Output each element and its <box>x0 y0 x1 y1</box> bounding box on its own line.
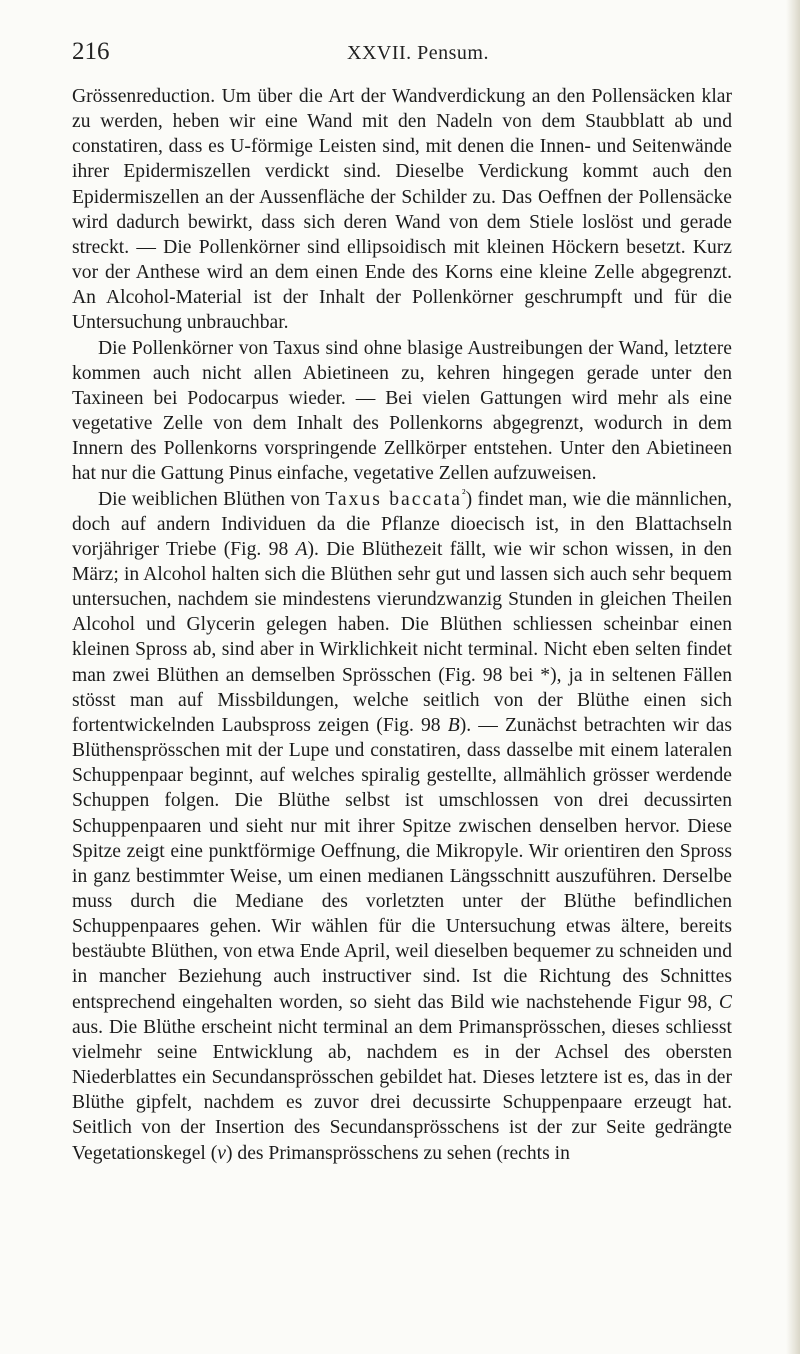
text-segment: Die Pollenkörner von Taxus sind ohne blasige Austreibungen der Wand, letztere kommen auch nicht allen Abietineen zu, kehren hingegen gerade unter den Taxineen bei Podocarpus wieder. — Bei vielen Gattungen wird mehr als eine vegetative Zelle von dem Inhalt des Pollenkorns abgegrenzt, wodurch in dem Innern des Pollenkorns vorspringende Zellkörper entstehen. Unter den Abietineen hat nur die Gattung Pinus einfache, vegetative Zellen aufzuweisen. <box>72 337 732 485</box>
text-segment: v <box>217 1142 226 1164</box>
text-segment: ) des Primansprösschens zu sehen (rechts in <box>225 1142 570 1164</box>
paragraph-2 <box>72 336 732 487</box>
paragraph-1 <box>72 84 732 336</box>
page-number: 216 <box>72 38 110 65</box>
text-segment: Taxus baccata <box>325 488 462 510</box>
text-segment: Grössenreduction. Um über die Art der Wandverdickung an den Pollensäcken klar zu werden, heben wir eine Wand mit den Nadeln von dem Staubblatt ab und constatiren, dass es U-förmige Leisten sind, mit denen die Innen- und Seitenwände ihrer Epidermiszellen verdickt sind. Dieselbe Verdickung kommt auch den Epidermiszellen an der Aussenfläche der Schilder zu. Das Oeffnen der Pollensäcke wird dadurch bewirkt, dass sich deren Wand von dem Stiele loslöst und gerade streckt. — Die Pollenkörner sind ellipsoidisch mit kleinen Höckern besetzt. Kurz vor der Anthese wird an dem einen Ende des Korns eine kleine Zelle abgegrenzt. An Alcohol-Material ist der Inhalt der Pollenkörner geschrumpft und für die Untersuchung unbrauchbar. <box>72 86 732 334</box>
running-head <box>72 38 728 74</box>
text-segment: ). Die Blüthezeit fällt, wie wir schon wissen, in den März; in Alcohol halten sich die Blüthen sehr gut und lassen sich auch sehr bequem untersuchen, nachdem sie mindestens vierundzwanzig Stunden in gleichen Theilen Alcohol und Glycerin gelegen haben. Die Blüthen schliessen scheinbar einen kleinen Spross ab, sind aber in Wirklichkeit nicht terminal. Nicht eben selten findet man zwei Blüthen an demselben Sprösschen (Fig. 98 bei *), ja in seltenen Fällen stösst man auf Missbildungen, welche seitlich von der Blüthe einen sich fortentwickelnden Laubspross zeigen (Fig. 98 <box>72 538 732 736</box>
body-text <box>72 84 732 1166</box>
text-segment: Die weiblichen Blüthen von <box>98 488 326 510</box>
text-segment: ). — Zunächst betrachten wir das Blüthensprösschen mit der Lupe und constatiren, dass dasselbe mit einem lateralen Schuppenpaar beginnt, auf welches spiralig gestellte, allmählich grösser werdende Schuppen folgen. Die Blüthe selbst ist umschlossen von drei decussirten Schuppenpaaren und sieht nur mit ihrer Spitze zwischen denselben hervor. Diese Spitze zeigt eine punktförmige Oeffnung, die Mikropyle. Wir orientiren den Spross in ganz bestimmter Weise, um einen medianen Längsschnitt auszuführen. Derselbe muss durch die Mediane des vorletzten unter der Blüthe befindlichen Schuppenpaares gehen. Wir wählen für die Untersuchung etwas ältere, bereits bestäubte Blüthen, von etwa Ende April, weil dieselben bequemer zu schneiden und in mancher Beziehung auch instructiver sind. Ist die Richtung des Schnittes entsprechend eingehalten worden, so sieht das Bild wie nachstehende Figur 98, <box>72 714 732 1013</box>
paragraph-3 <box>72 487 732 1166</box>
text-segment: ) findet man, wie die männlichen, doch auf andern Individuen da die Pflanze dioecisch ist, in den Blattachseln vorjähriger Triebe (Fig. 98 <box>72 488 733 560</box>
text-segment: B <box>447 714 460 736</box>
text-segment: C <box>718 991 732 1013</box>
text-segment: aus. Die Blüthe erscheint nicht terminal an dem Primansprösschen, dieses schliesst vielmehr seine Entwicklung ab, nachdem es in der Achsel des obersten Niederblattes ein Secundansprösschen gebildet hat. Dieses letztere ist es, das in der Blüthe gipfelt, nachdem es zuvor drei decussirte Schuppenpaare erzeugt hat. Seitlich von der Insertion des Secundansprösschens ist der zur Seite gedrängte Vegetationskegel ( <box>72 1016 732 1164</box>
text-segment: ² <box>461 485 466 500</box>
text-segment: A <box>295 538 308 560</box>
page-edge-shadow <box>786 0 800 1354</box>
chapter-title: XXVII. Pensum. <box>347 42 489 64</box>
